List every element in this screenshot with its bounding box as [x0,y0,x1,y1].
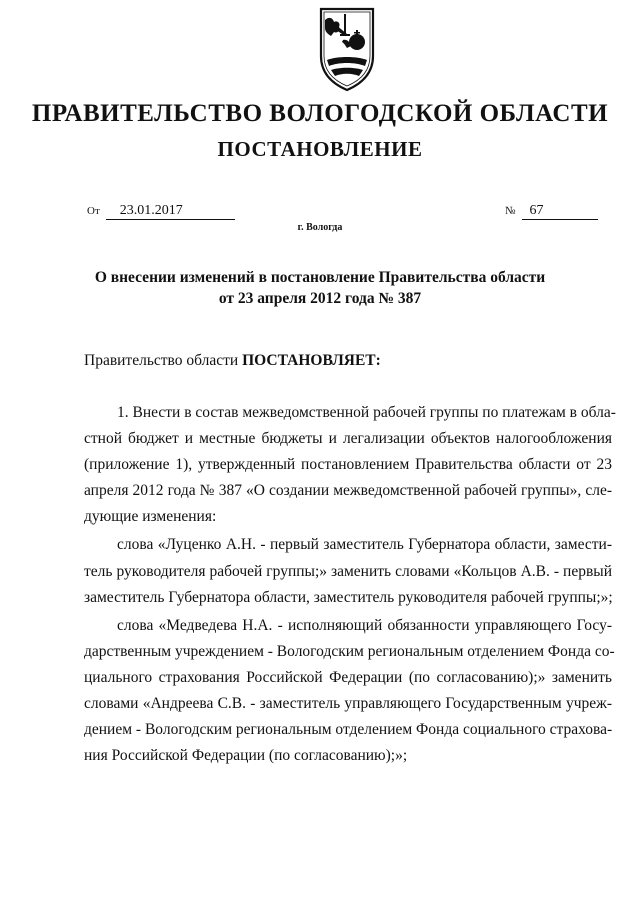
preamble-resolves: ПОСТАНОВЛЯЕТ: [242,352,381,369]
date-prefix-label: От [87,205,100,217]
body-line: тель руководителя рабочей группы;» заменить словами «Кольцов А.В. - первый [84,562,612,580]
body-line: словами «Андреева С.В. - заместитель управляющего Государственным учреж- [84,695,612,713]
body-line: апреля 2012 года № 387 «О создании межведомственной рабочей группы», сле- [84,482,612,500]
document-date-field [87,203,235,220]
city-label: г. Вологда [297,222,343,233]
subject-line: О внесении изменений в постановление Правительства области [94,269,546,286]
body-line: ния Российской Федерации (по согласованию);»; [84,747,408,765]
body-line: дением - Вологодским региональным отделением Фонда социального страхова- [84,721,613,739]
body-line: слова «Медведева Н.А. - исполняющий обязанности управляющего Госу- [117,616,612,634]
vologda-coat-of-arms-emblem [317,6,377,92]
subject-line: от 23 апреля 2012 года № 387 [218,290,422,307]
document-number-value: 67 [522,203,598,220]
body-line: циального страхования Российской Федерации (по согласованию);» заменить [84,668,612,686]
document-subject [0,267,640,309]
body-line: слова «Луценко А.Н. - первый заместитель Губернатора области, замести- [117,536,612,554]
document-number-field [505,203,598,220]
document-type-title: ПОСТАНОВЛЕНИЕ [217,137,423,161]
document-body [84,400,616,769]
body-line: дарственным учреждением - Вологодским региональным отделением Фонда со- [84,642,615,660]
body-line: стной бюджет и местные бюджеты и легализации объектов налогообложения [84,430,612,448]
preamble-paragraph [84,352,381,370]
body-line: (приложение 1), утвержденный постановлением Правительства области от 23 [84,456,612,474]
body-line: дующие изменения: [84,508,217,526]
body-line: 1. Внести в состав межведомственной рабочей группы по платежам в обла- [117,404,616,421]
preamble-text: Правительство области [84,352,239,369]
government-title: ПРАВИТЕЛЬСТВО ВОЛОГОДСКОЙ ОБЛАСТИ [31,100,609,127]
document-date-value: 23.01.2017 [106,203,235,220]
body-line: заместитель Губернатора области, заместитель руководителя рабочей группы;»; [84,588,613,606]
number-prefix-label: № [505,205,516,217]
